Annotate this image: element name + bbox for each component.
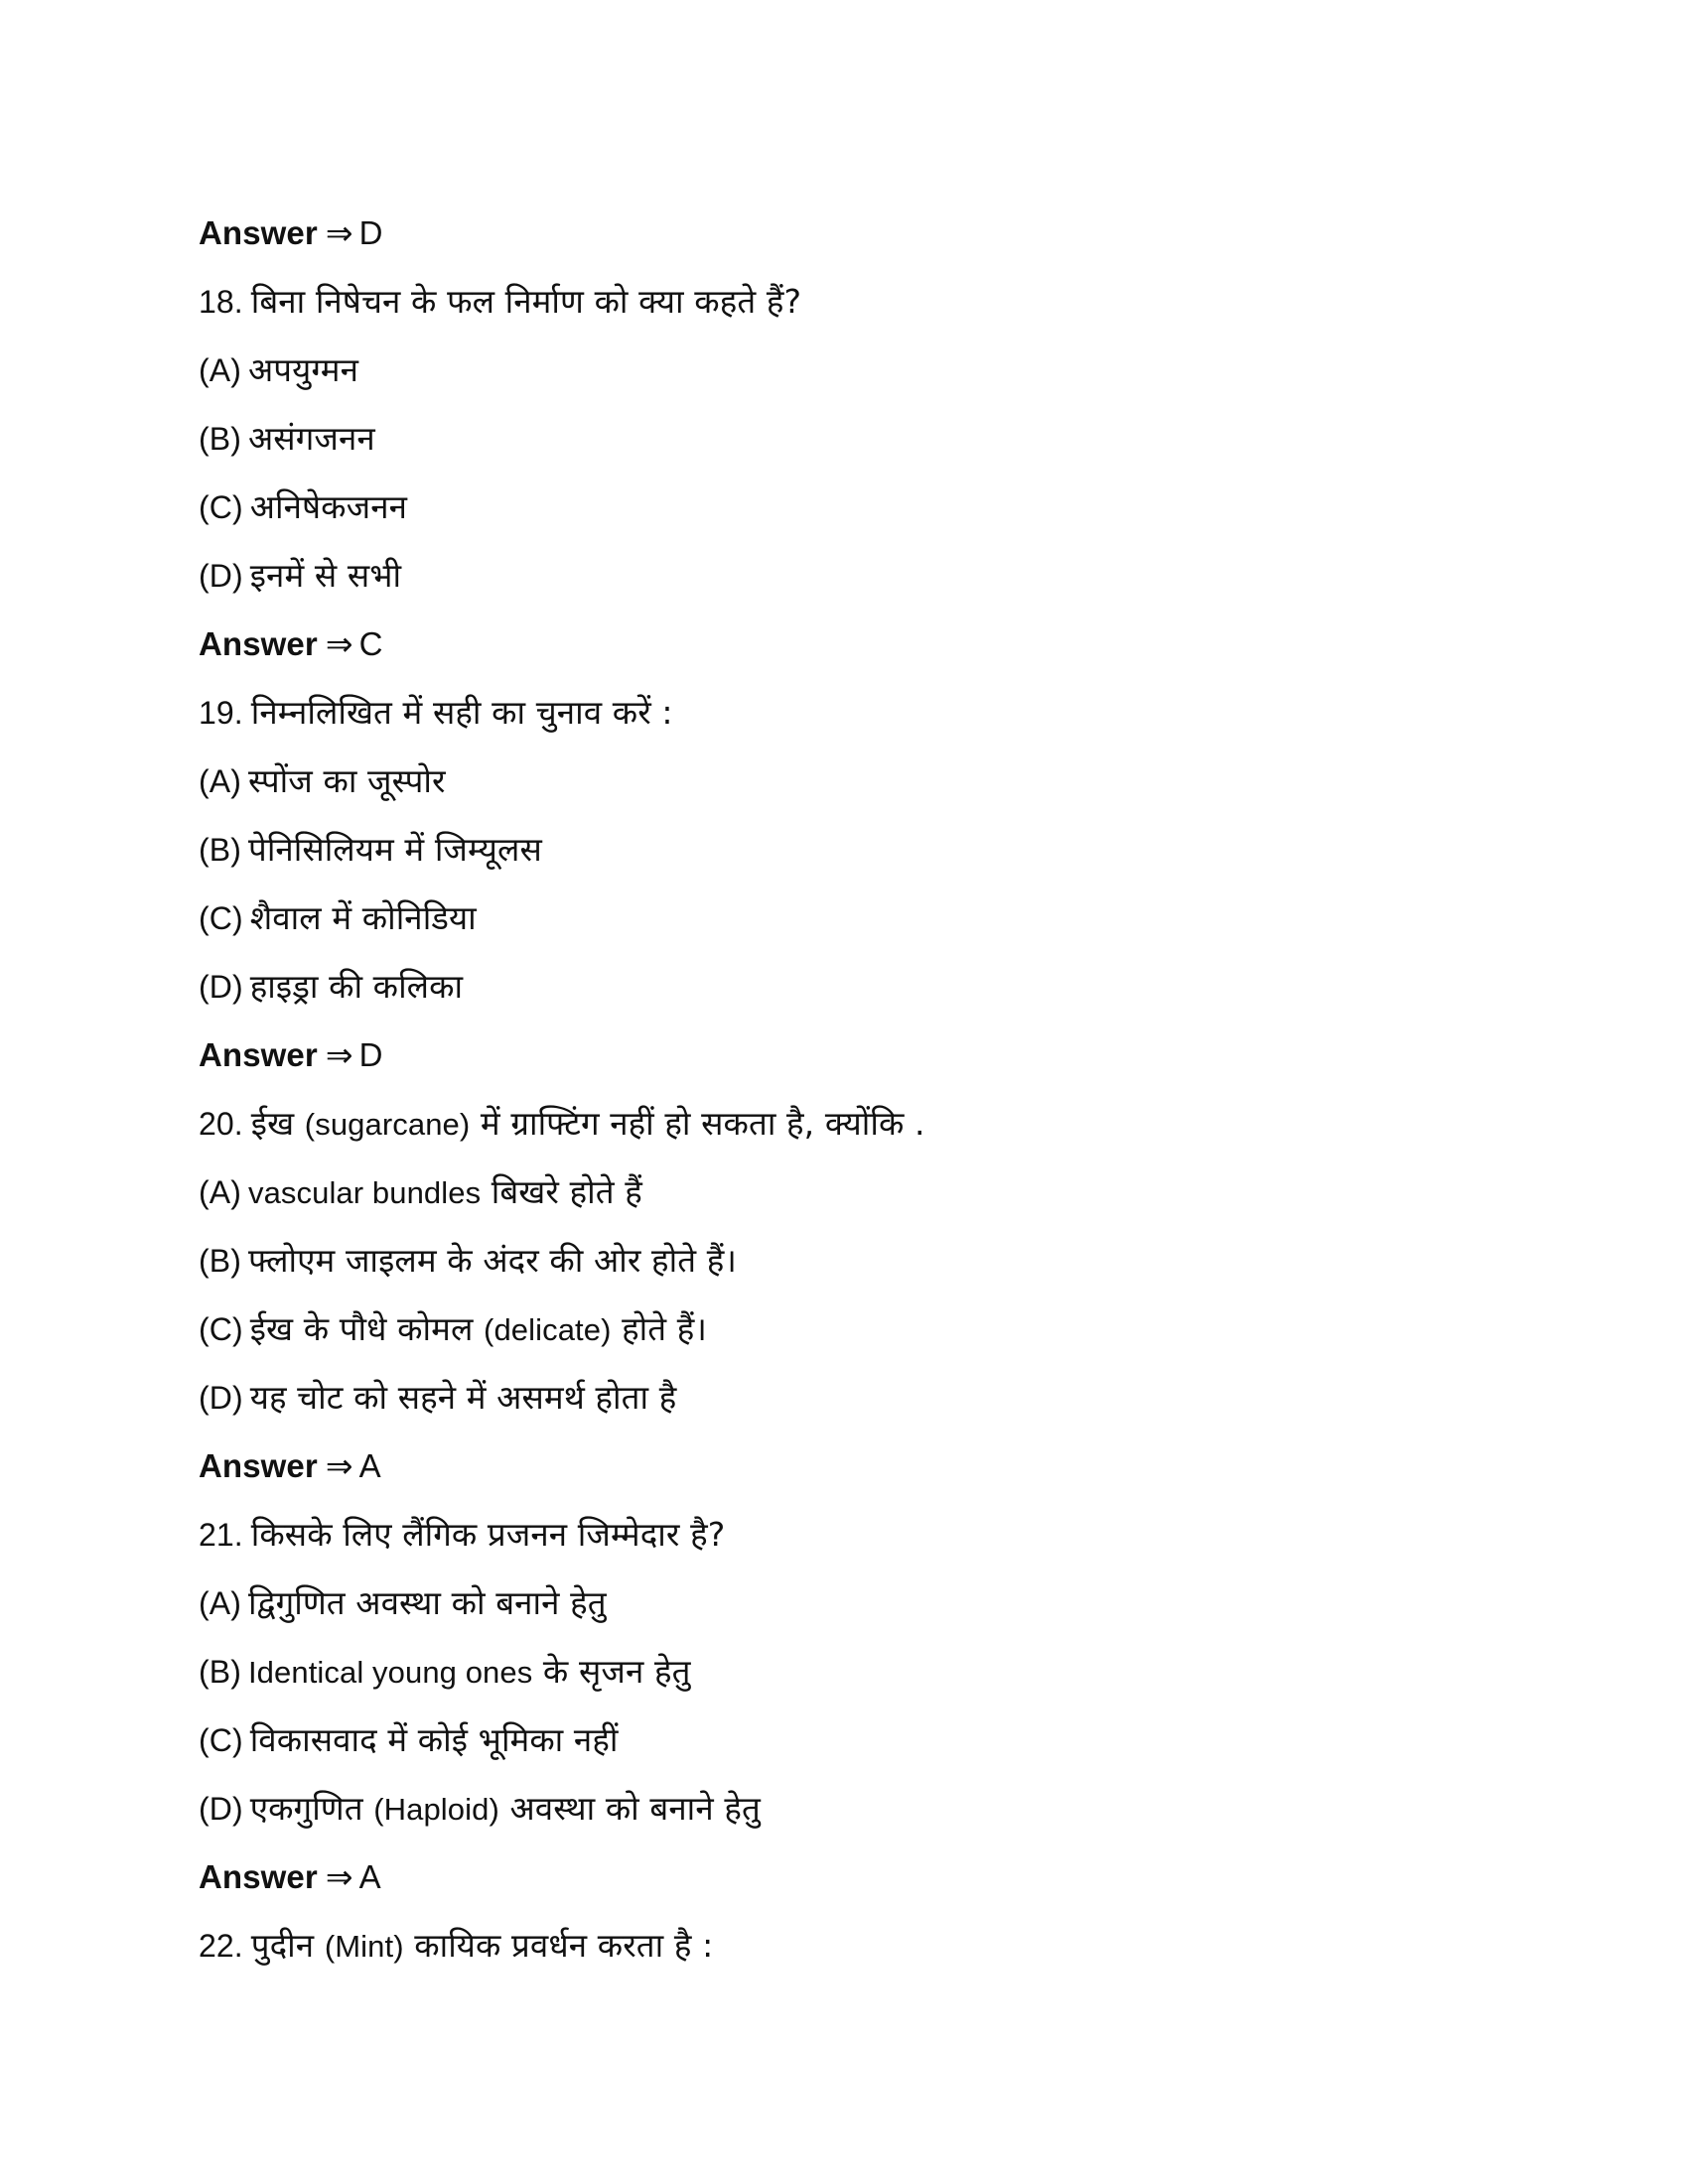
answer-letter: C <box>358 625 383 662</box>
question-stem <box>199 1089 1489 1158</box>
option-label: (D) <box>199 969 243 1005</box>
option-row[interactable] <box>199 336 1489 404</box>
answer-label: Answer <box>199 1036 318 1073</box>
answer-arrow-icon: ⇒ <box>325 1036 353 1073</box>
option-row[interactable] <box>199 815 1489 884</box>
question-stem <box>199 1911 1489 1979</box>
option-text-after: होते हैं। <box>611 1309 708 1348</box>
option-text: द्विगुणित अवस्था को बनाने हेतु <box>247 1583 607 1622</box>
option-text: स्पोंज का जूस्पोर <box>247 761 446 800</box>
option-row[interactable] <box>199 884 1489 952</box>
answer-letter: A <box>358 1447 381 1484</box>
option-row[interactable] <box>199 404 1489 473</box>
question-text: बिना निषेचन के फल निर्माण को क्या कहते हैं? <box>250 282 802 321</box>
option-text-after: के सृजन हेतु <box>532 1652 691 1691</box>
option-row[interactable] <box>199 473 1489 541</box>
question-stem <box>199 1500 1489 1569</box>
answer-arrow-icon: ⇒ <box>325 1447 353 1484</box>
question-text-before: पुदीन <box>250 1926 325 1965</box>
option-latin-term: Identical young ones <box>247 1655 533 1690</box>
option-text-before: ईख के पौधे कोमल <box>249 1309 485 1348</box>
option-text: असंगजनन <box>247 419 375 458</box>
option-row[interactable] <box>199 1158 1489 1226</box>
option-latin-term: (delicate) <box>484 1312 612 1347</box>
answer-arrow-icon: ⇒ <box>325 625 353 662</box>
question-latin-term: (sugarcane) <box>304 1107 471 1142</box>
question-latin-term: (Mint) <box>324 1929 404 1964</box>
question-stem <box>199 678 1489 747</box>
question-text-after: में ग्राफ्टिंग नहीं हो सकता है, क्योंकि . <box>470 1104 925 1143</box>
question-number: 19. <box>199 695 243 731</box>
option-text: अनिषेकजनन <box>249 487 408 526</box>
option-label: (B) <box>199 1654 241 1690</box>
option-label: (C) <box>199 1311 243 1347</box>
option-label: (B) <box>199 1243 241 1279</box>
option-label: (A) <box>199 1174 241 1210</box>
answer-arrow-icon: ⇒ <box>325 214 353 251</box>
answer-line <box>199 1843 1489 1911</box>
option-label: (C) <box>199 1722 243 1758</box>
option-text: इनमें से सभी <box>249 556 402 595</box>
answer-label: Answer <box>199 625 318 662</box>
option-label: (D) <box>199 558 243 594</box>
option-row[interactable] <box>199 1774 1489 1843</box>
option-text: विकासवाद में कोई भूमिका नहीं <box>249 1720 619 1759</box>
question-text-before: ईख <box>250 1104 305 1143</box>
option-latin-term: (Haploid) <box>373 1792 499 1827</box>
option-text: अपयुग्मन <box>247 350 358 389</box>
option-row[interactable] <box>199 1637 1489 1706</box>
question-text: निम्नलिखित में सही का चुनाव करें : <box>250 693 673 732</box>
answer-arrow-icon: ⇒ <box>325 1858 353 1895</box>
option-row[interactable] <box>199 1226 1489 1295</box>
option-label: (B) <box>199 832 241 868</box>
answer-line <box>199 1021 1489 1089</box>
answer-letter: D <box>358 214 383 251</box>
option-row[interactable] <box>199 1569 1489 1637</box>
option-label: (A) <box>199 352 241 388</box>
answer-letter: D <box>358 1036 383 1073</box>
option-text: पेनिसिलियम में जिम्यूलस <box>247 830 542 869</box>
question-number: 21. <box>199 1517 243 1553</box>
option-row[interactable] <box>199 1295 1489 1363</box>
option-label: (C) <box>199 900 243 936</box>
option-text: हाइड्रा की कलिका <box>249 967 464 1006</box>
option-label: (D) <box>199 1380 243 1416</box>
answer-line <box>199 610 1489 678</box>
question-number: 20. <box>199 1106 243 1142</box>
option-label: (C) <box>199 489 243 525</box>
option-text: शैवाल में कोनिडिया <box>249 898 477 937</box>
option-row[interactable] <box>199 1706 1489 1774</box>
option-row[interactable] <box>199 747 1489 815</box>
option-row[interactable] <box>199 952 1489 1021</box>
option-latin-term: vascular bundles <box>247 1175 482 1210</box>
option-text: फ्लोएम जाइलम के अंदर की ओर होते हैं। <box>247 1241 737 1280</box>
answer-label: Answer <box>199 1858 318 1895</box>
option-row[interactable] <box>199 1363 1489 1432</box>
option-text-before: एकगुणित <box>249 1789 374 1828</box>
question-number: 18. <box>199 284 243 320</box>
question-text: किसके लिए लैंगिक प्रजनन जिम्मेदार है? <box>250 1515 726 1554</box>
answer-line <box>199 199 1489 267</box>
option-row[interactable] <box>199 541 1489 610</box>
option-text-after: बिखरे होते हैं <box>481 1172 642 1211</box>
answer-label: Answer <box>199 214 318 251</box>
answer-letter: A <box>358 1858 381 1895</box>
option-label: (D) <box>199 1791 243 1827</box>
option-text: यह चोट को सहने में असमर्थ होता है <box>249 1378 677 1417</box>
option-label: (A) <box>199 763 241 799</box>
option-label: (B) <box>199 421 241 457</box>
answer-line <box>199 1432 1489 1500</box>
question-stem <box>199 267 1489 336</box>
question-text-after: कायिक प्रवर्धन करता है : <box>403 1926 714 1965</box>
question-number: 22. <box>199 1928 243 1964</box>
question-list <box>199 199 1489 1979</box>
option-label: (A) <box>199 1585 241 1621</box>
option-text-after: अवस्था को बनाने हेतु <box>498 1789 761 1828</box>
answer-label: Answer <box>199 1447 318 1484</box>
